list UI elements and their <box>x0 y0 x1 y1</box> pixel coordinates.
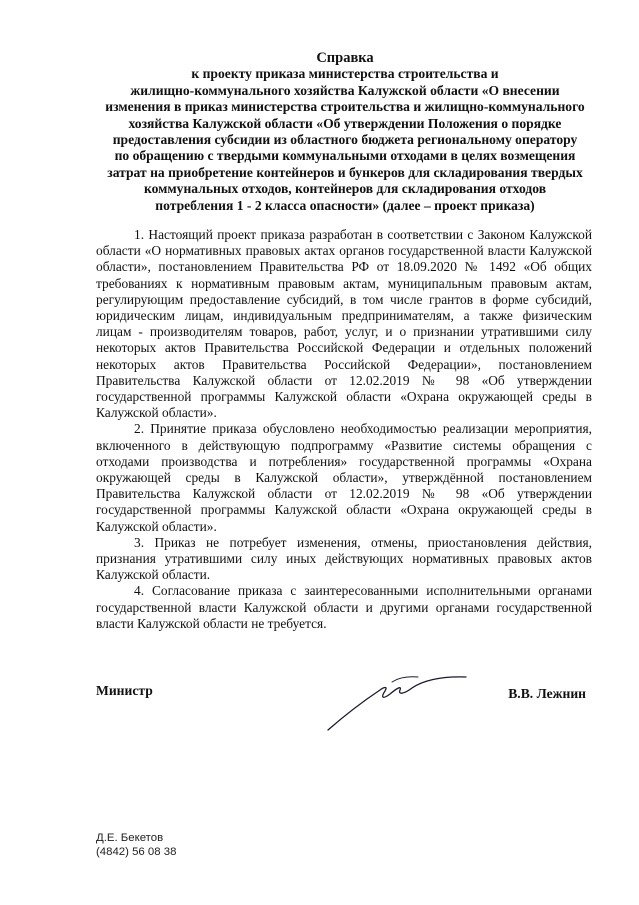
subtitle-line: к проекту приказа министерства строительства и <box>191 66 499 82</box>
executor-info <box>96 831 176 859</box>
subtitle-line: хозяйства Калужской области «Об утверждении Положения о порядке <box>128 115 562 131</box>
paragraph-3: 3. Приказ не потребует изменения, отмены, приостановления действия, признания утратившими силу иных действующих нормативных правовых актов Калужской области. <box>96 534 592 583</box>
signature-block <box>96 683 592 703</box>
subtitle-line: затрат на приобретение контейнеров и бункеров для складирования твердых <box>107 164 583 180</box>
subtitle-line: жилищно-коммунального хозяйства Калужской области «О внесении <box>130 82 560 98</box>
document-header <box>95 50 595 214</box>
document-body <box>96 227 592 632</box>
subtitle-line: коммунальных отходов, контейнеров для складирования отходов <box>143 181 547 197</box>
subtitle-line: изменения в приказ министерства строительства и жилищно-коммунального <box>105 99 585 115</box>
signer-position: Министр <box>96 683 153 698</box>
paragraph-4: 4. Согласование приказа с заинтересованными исполнительными органами государственной власти Калужской области и другими органами государственной власти Калужской области не требуется. <box>96 583 592 631</box>
subtitle-line: по обращению с твердыми коммунальными отходами в целях возмещения <box>114 148 576 164</box>
subtitle-line: предоставления субсидии из областного бюджета региональному оператору <box>112 132 578 148</box>
signer-name: В.В. Лежнин <box>508 686 586 701</box>
paragraph-1: 1. Настоящий проект приказа разработан в соответствии с Законом Калужской области «О нормативных правовых актах органов государственной власти Калужской области», постановлением Правительства РФ от 18.09.2020 № 1492 «Об общих требованиях к нормативным правовым актам, муниципальным правовым актам, регулирующим предоставление субсидий, в том числе грантов в форме субсидий, юридическим лицам, индивидуальным предпринимателям, а также физическим лицам - производителям товаров, работ, услуг, и о признании утратившими силу некоторых актов Правительства Российской Федерации и отдельных положений некоторых актов Правительства Российской Федерации», постановлением Правительства Калужской области от 12.02.2019 № 98 «Об утверждении государственной программы Калужской области «Охрана окружающей среды в Калужской области». <box>96 227 592 421</box>
paragraph-2: 2. Принятие приказа обусловлено необходимостью реализации мероприятия, включенного в действующую подпрограмму «Развитие системы обращения с отходами производства и потребления» государственной программы «Охрана окружающей среды в Калужской области», утверждённой постановлением Правительства Калужской области от 12.02.2019 № 98 «Об утверждении государственной программы Калужской области «Охрана окружающей среды в Калужской области». <box>96 421 592 534</box>
executor-phone: (4842) 56 08 38 <box>96 846 177 858</box>
subtitle-line: потребления 1 - 2 класса опасности» (далее – проект приказа) <box>155 197 535 213</box>
executor-name: Д.Е. Бекетов <box>96 832 164 844</box>
document-title: Справка <box>316 50 374 66</box>
